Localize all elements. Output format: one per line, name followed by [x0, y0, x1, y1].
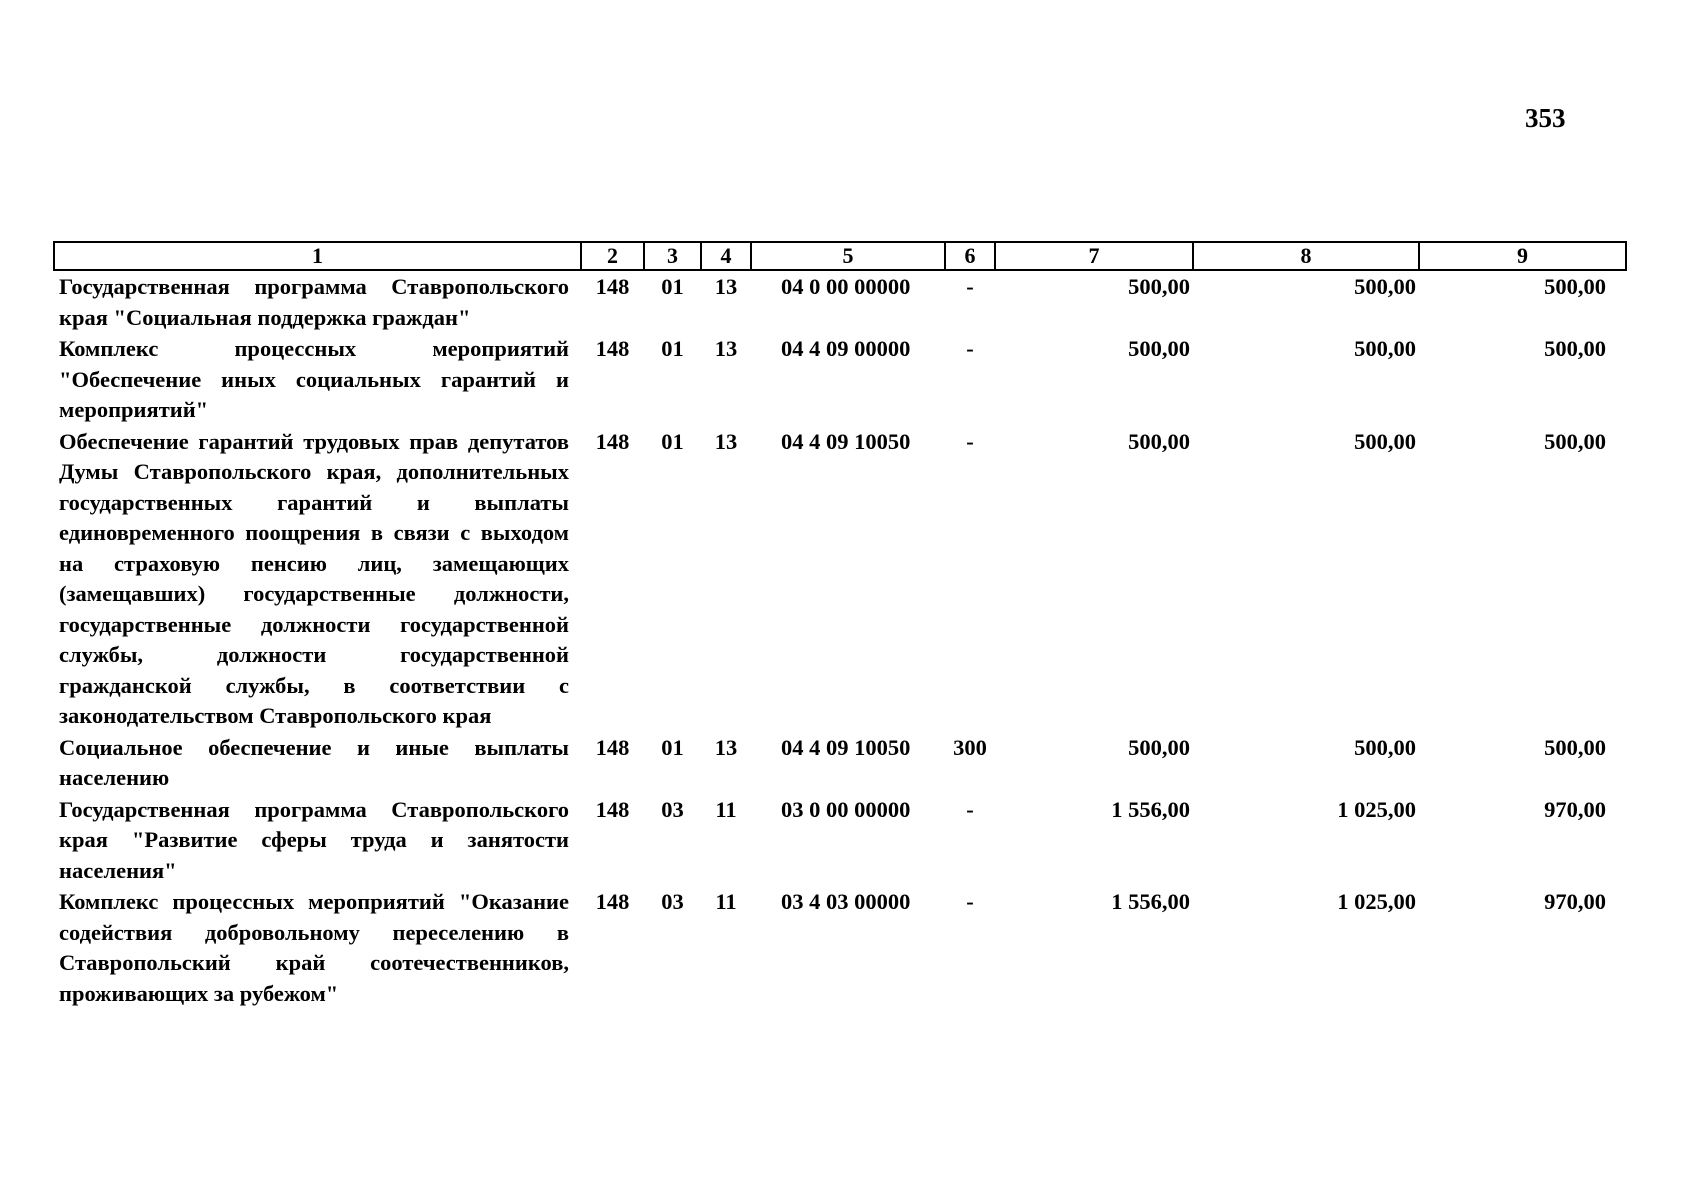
table-row: [54, 426, 1626, 732]
amount-col-8: 1 025,00: [1337, 889, 1416, 914]
ministry-code: 148: [595, 796, 630, 822]
amount-col-9: 500,00: [1544, 734, 1606, 760]
expense-name: Комплекс процессных мероприятий "Обеспечение иных социальных гарантий и мероприятий": [59, 336, 569, 422]
amount-col-9: 500,00: [1544, 274, 1606, 299]
section-code: 01: [661, 274, 684, 299]
ministry-code: 148: [595, 274, 630, 299]
ministry-code: 148: [595, 336, 630, 361]
page-number: 353: [1525, 103, 1566, 133]
amount-col-7: 1 556,00: [1111, 889, 1190, 914]
expense-type-code: -: [966, 274, 974, 299]
amount-col-8: 1 025,00: [1337, 796, 1416, 822]
column-header: 2: [581, 242, 644, 270]
column-header: 9: [1419, 242, 1626, 270]
table-row: [54, 886, 1626, 1009]
amount-col-9: 500,00: [1544, 336, 1606, 361]
amount-col-8: 500,00: [1354, 336, 1416, 361]
target-article-code: 04 4 09 10050: [781, 734, 911, 760]
table-row: [54, 270, 1626, 333]
column-header: 1: [54, 242, 581, 270]
amount-col-8: 500,00: [1354, 274, 1416, 299]
section-code: 01: [661, 336, 684, 361]
section-code: 03: [661, 889, 684, 914]
expense-type-code: 300: [953, 734, 987, 760]
subsection-code: 11: [715, 796, 737, 822]
expense-name: Государственная программа Ставропольского края "Развитие сферы труда и занятости населения": [59, 796, 569, 883]
amount-col-8: 500,00: [1354, 734, 1416, 760]
amount-col-7: 500,00: [1128, 734, 1190, 760]
target-article-code: 04 4 09 00000: [781, 336, 911, 361]
ministry-code: 148: [595, 889, 630, 914]
subsection-code: 13: [714, 428, 738, 454]
section-code: 01: [661, 428, 684, 454]
budget-table: [53, 241, 1627, 1009]
amount-col-9: 970,00: [1544, 796, 1606, 822]
expense-type-code: -: [966, 336, 974, 361]
table-row: [54, 333, 1626, 426]
expense-name: Обеспечение гарантий трудовых прав депутатов Думы Ставропольского края, дополнительных государственных гарантий и выплаты единовременного поощрения в связи с выходом на страховую пенсию лиц, замещающих (замещавших) государственные должности, государственные должности государственной службы, должности государственной гражданской службы, в соответствии с законодательством Ставропольского края: [59, 428, 569, 728]
column-header: 7: [995, 242, 1193, 270]
amount-col-8: 500,00: [1354, 428, 1416, 454]
target-article-code: 04 0 00 00000: [781, 274, 911, 299]
target-article-code: 03 0 00 00000: [781, 796, 911, 822]
amount-col-9: 500,00: [1544, 428, 1606, 454]
expense-name: Социальное обеспечение и иные выплаты населению: [59, 734, 569, 790]
section-code: 01: [661, 734, 684, 760]
target-article-code: 04 4 09 10050: [781, 428, 911, 454]
amount-col-7: 500,00: [1128, 336, 1190, 361]
column-header: 8: [1193, 242, 1419, 270]
column-header: 4: [701, 242, 751, 270]
expense-name: Государственная программа Ставропольского края "Социальная поддержка граждан": [59, 274, 569, 330]
table-header-row: [54, 242, 1626, 270]
section-code: 03: [661, 796, 684, 822]
table-row: [54, 732, 1626, 794]
table-row: [54, 794, 1626, 887]
subsection-code: 13: [714, 734, 738, 760]
target-article-code: 03 4 03 00000: [781, 889, 911, 914]
amount-col-7: 500,00: [1128, 428, 1190, 454]
column-header: 6: [945, 242, 995, 270]
subsection-code: 11: [715, 889, 737, 914]
column-header: 3: [644, 242, 701, 270]
ministry-code: 148: [595, 734, 630, 760]
amount-col-7: 1 556,00: [1111, 796, 1190, 822]
ministry-code: 148: [595, 428, 630, 454]
column-header: 5: [751, 242, 945, 270]
amount-col-7: 500,00: [1128, 274, 1190, 299]
expense-type-code: -: [966, 428, 974, 454]
amount-col-9: 970,00: [1544, 889, 1606, 914]
expense-name: Комплекс процессных мероприятий "Оказание содействия добровольному переселению в Ставропольский край соотечественников, проживающих за рубежом": [59, 889, 569, 1006]
subsection-code: 13: [714, 274, 738, 299]
expense-type-code: -: [966, 889, 974, 914]
expense-type-code: -: [966, 796, 974, 822]
subsection-code: 13: [714, 336, 738, 361]
